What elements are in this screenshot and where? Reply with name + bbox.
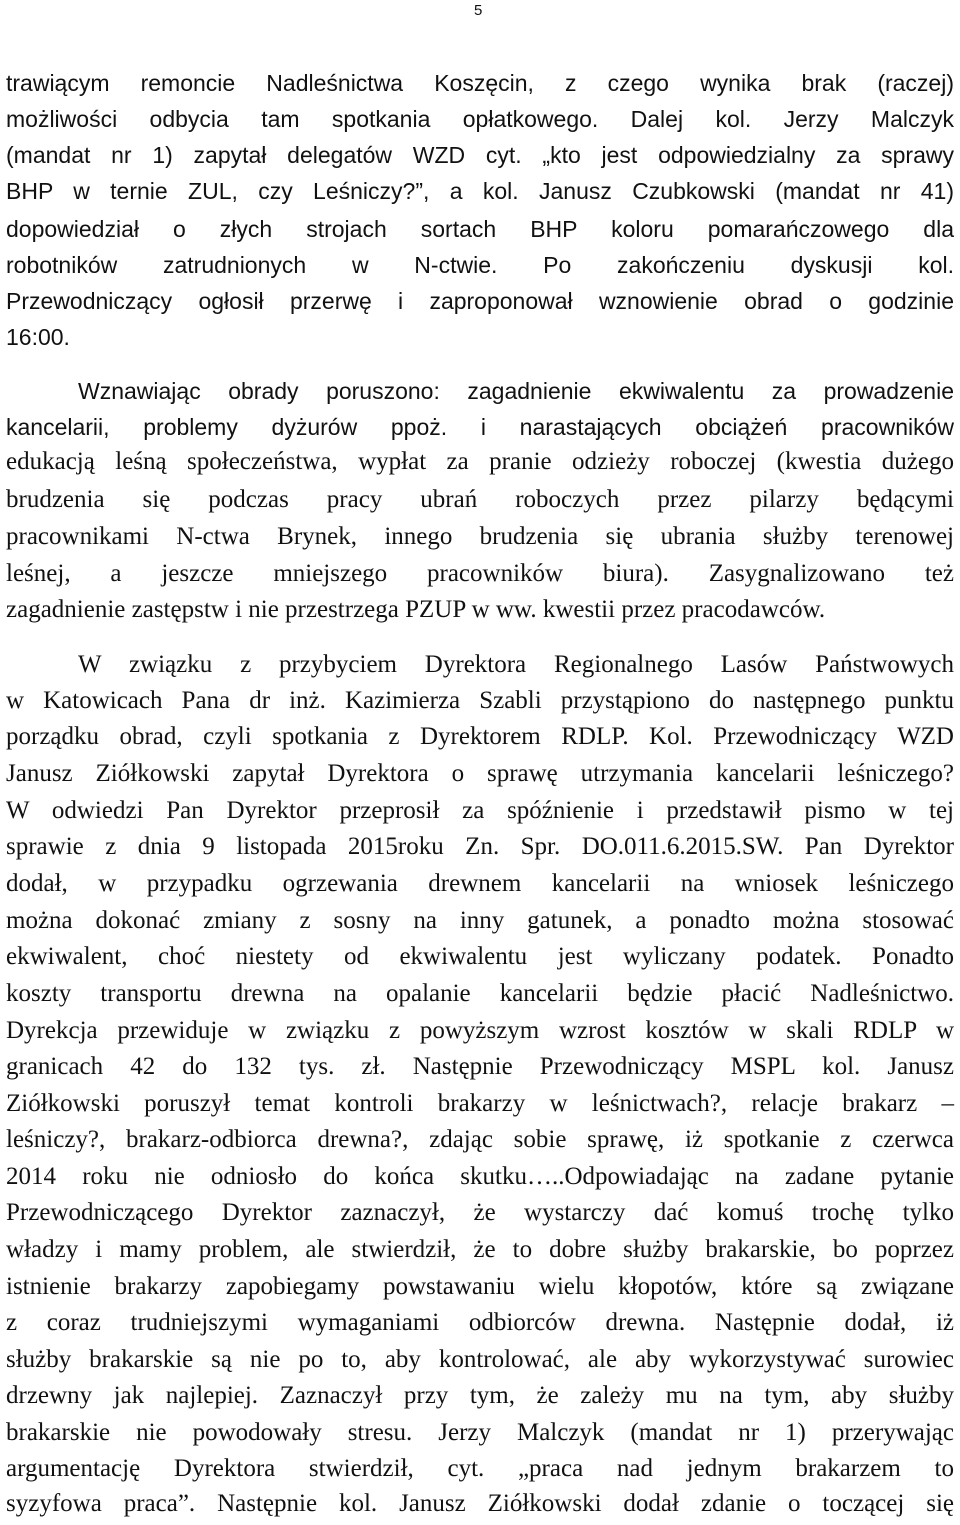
- text-line: pracownikami N-ctwa Brynek, innego brudzenia się ubrania służby terenowej: [6, 523, 954, 550]
- text-line: władzy i mamy problem, ale stwierdził, że to dobre służby brakarskie, bo poprzez: [6, 1236, 954, 1263]
- text-line: BHP w ternie ZUL, czy Leśniczy?”, a kol. Janusz Czubkowski (mandat nr 41): [6, 178, 954, 204]
- text-line: brudzenia się podczas pracy ubrań roboczych przez pilarzy będącymi: [6, 486, 954, 513]
- text-line: W odwiedzi Pan Dyrektor przeprosił za spóźnienie i przedstawił pismo w tej: [6, 797, 954, 824]
- text-line: granicach 42 do 132 tys. zł. Następnie Przewodniczący MSPL kol. Janusz: [6, 1053, 954, 1080]
- text-line: koszty transportu drewna na opalanie kancelarii będzie płacić Nadleśnictwo.: [6, 980, 954, 1007]
- text-line: 16:00.: [6, 324, 70, 350]
- text-line: dodał, w przypadku ogrzewania drewnem kancelarii na wniosek leśniczego: [6, 870, 954, 897]
- text-line: W związku z przybyciem Dyrektora Regionalnego Lasów Państwowych: [78, 651, 954, 678]
- text-line: (mandat nr 1) zapytał delegatów WZD cyt. „kto jest odpowiedzialny za sprawy: [6, 142, 954, 168]
- text-line: drzewny jak najlepiej. Zaznaczył przy tym, że zależy mu na tym, aby służby: [6, 1382, 954, 1409]
- text-line: Dyrekcja przewiduje w związku z powyższym wzrost kosztów w skali RDLP w: [6, 1017, 954, 1044]
- text-line: służby brakarskie są nie po to, aby kontrolować, ale aby wykorzystywać surowiec: [6, 1346, 954, 1373]
- text-line: dopowiedział o złych strojach sortach BHP koloru pomarańczowego dla: [6, 216, 954, 242]
- text-line: Ziółkowski poruszył temat kontroli brakarzy w leśnictwach?, relacje brakarz –: [6, 1090, 954, 1117]
- text-line: kancelarii, problemy dyżurów ppoż. i narastających obciążeń pracowników: [6, 414, 954, 440]
- text-line: w Katowicach Pana dr inż. Kazimierza Szabli przystąpiono do następnego punktu: [6, 687, 954, 714]
- text-line: porządku obrad, czyli spotkania z Dyrektorem RDLP. Kol. Przewodniczący WZD: [6, 723, 954, 750]
- text-line: z coraz trudniejszymi wymaganiami odbiorców drewna. Następnie dodał, iż: [6, 1309, 954, 1336]
- text-line: istnienie brakarzy zapobiegamy powstawaniu wielu kłopotów, które są związane: [6, 1273, 954, 1300]
- text-line: ekwiwalent, choć niestety od ekwiwalentu jest wyliczany podatek. Ponadto: [6, 943, 954, 970]
- text-line: Przewodniczącego Dyrektor zaznaczył, że wystarczy dać komuś trochę tylko: [6, 1199, 954, 1226]
- text-line: leśnej, a jeszcze mniejszego pracowników biura). Zasygnalizowano też: [6, 560, 954, 587]
- text-line: brakarskie nie powodowały stresu. Jerzy Malczyk (mandat nr 1) przerywając: [6, 1419, 954, 1446]
- page-number: 5: [474, 2, 483, 19]
- text-line: syzyfowa praca”. Następnie kol. Janusz Ziółkowski dodał zdanie o toczącej się: [6, 1490, 954, 1517]
- text-line: można dokonać zmiany z sosny na inny gatunek, a ponadto można stosować: [6, 907, 954, 934]
- text-line: argumentację Dyrektora stwierdził, cyt. „praca nad jednym brakarzem to: [6, 1455, 954, 1482]
- text-line: Wznawiając obrady poruszono: zagadnienie ekwiwalentu za prowadzenie: [78, 378, 954, 404]
- text-line: możliwości odbycia tam spotkania opłatkowego. Dalej kol. Jerzy Malczyk: [6, 106, 954, 132]
- text-line: Janusz Ziółkowski zapytał Dyrektora o sprawę utrzymania kancelarii leśniczego?: [6, 760, 954, 787]
- text-line: trawiącym remoncie Nadleśnictwa Koszęcin, z czego wynika brak (raczej): [6, 70, 954, 96]
- text-line: edukacją leśną społeczeństwa, wypłat za pranie odzieży roboczej (kwestia dużego: [6, 448, 954, 475]
- text-line: robotników zatrudnionych w N-ctwie. Po zakończeniu dyskusji kol.: [6, 252, 954, 278]
- text-line: leśniczy?, brakarz-odbiorca drewna?, zdając sobie sprawę, iż spotkanie z czerwca: [6, 1126, 954, 1153]
- text-line: zagadnienie zastępstw i nie przestrzega PZUP w ww. kwestii przez pracodawców.: [6, 596, 826, 623]
- text-line: Przewodniczący ogłosił przerwę i zaproponował wznowienie obrad o godzinie: [6, 288, 954, 314]
- text-line: sprawie z dnia 9 listopada 2015roku Zn. Spr. DO.011.6.2015.SW. Pan Dyrektor: [6, 833, 954, 860]
- text-line: 2014 roku nie odniosło do końca skutku…..Odpowiadając na zadane pytanie: [6, 1163, 954, 1190]
